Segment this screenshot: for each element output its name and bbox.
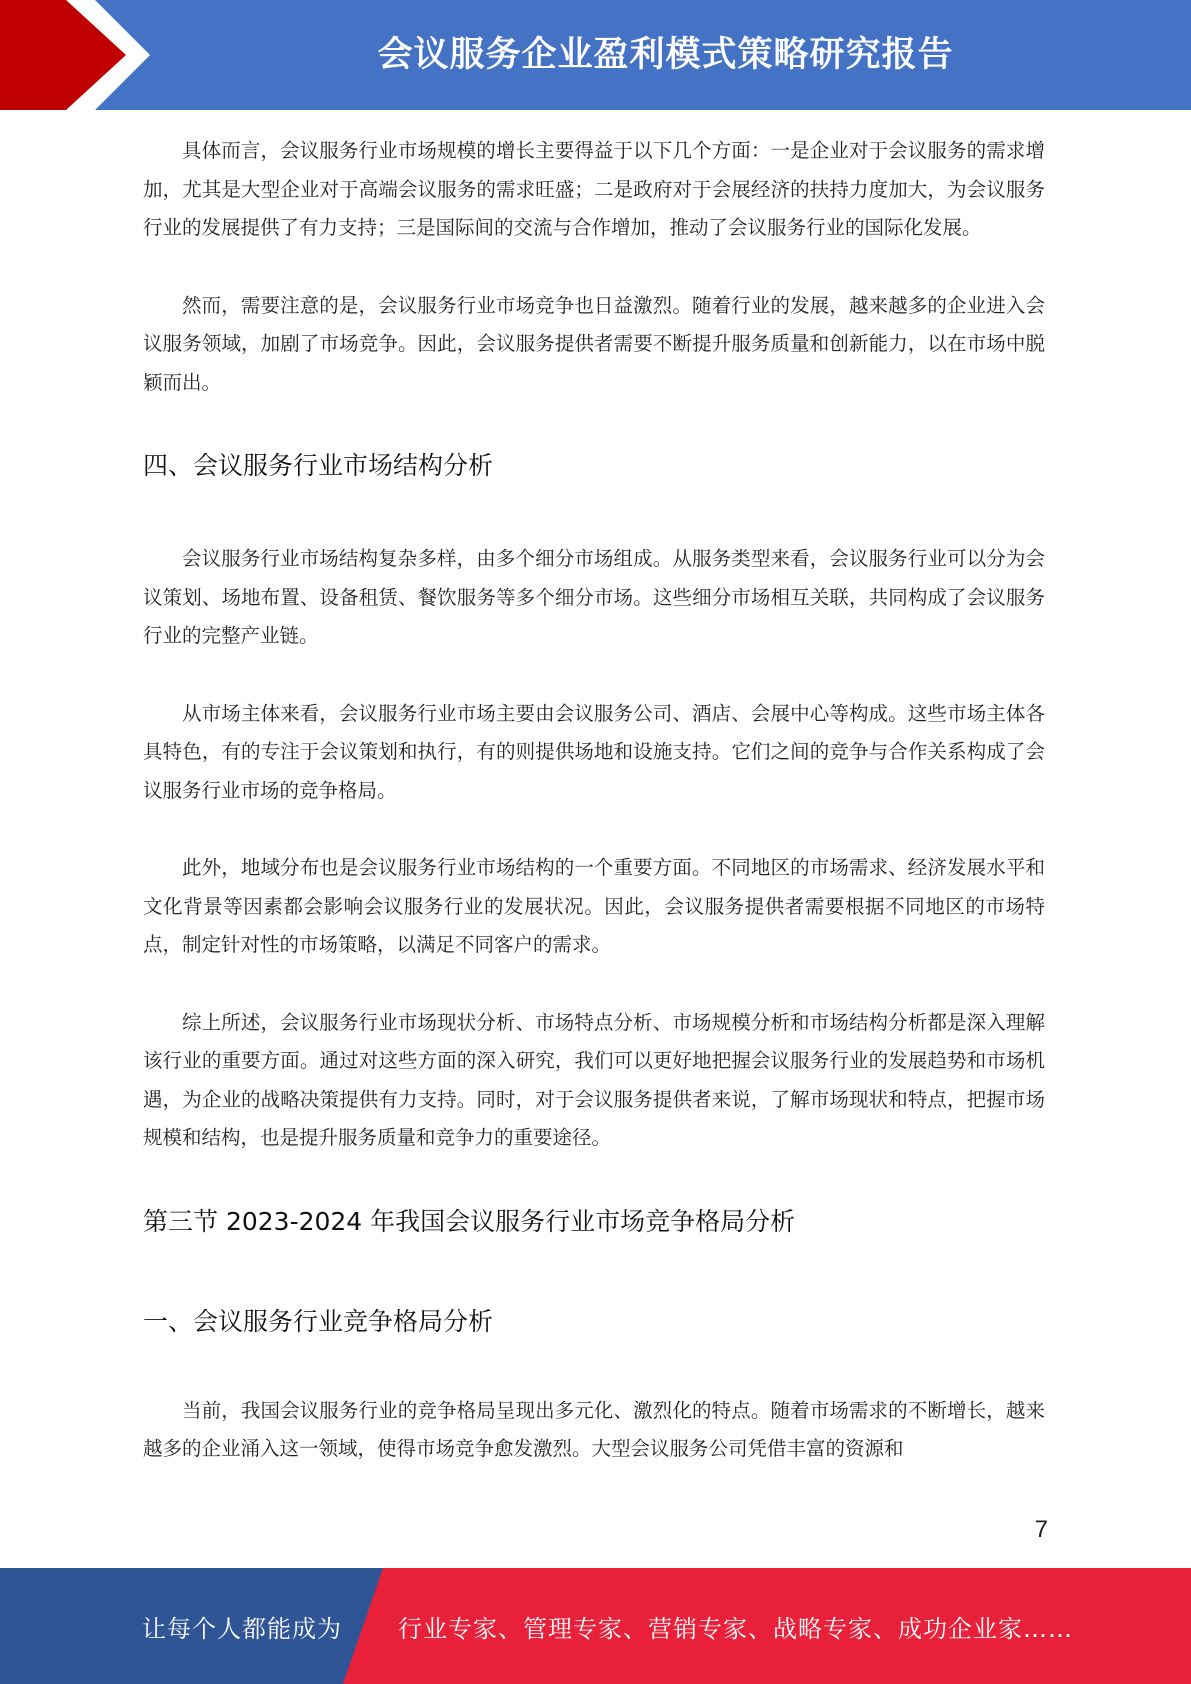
- paragraph-current-competition: 当前，我国会议服务行业的竞争格局呈现出多元化、激烈化的特点。随着市场需求的不断增长，越来越多的企业涌入这一领域，使得市场竞争愈发激烈。大型会议服务公司凭借丰富的资源和: [143, 1398, 1045, 1460]
- footer-slogan-right: 行业专家、管理专家、营销专家、战略专家、成功企业家……: [398, 1614, 1073, 1643]
- paragraph-competition: 然而，需要注意的是，会议服务行业市场竞争也日益激烈。随着行业的发展，越来越多的企业进入会议服务领域，加剧了市场竞争。因此，会议服务提供者需要不断提升服务质量和创新能力，以在市场中脱颖而出。: [143, 293, 1045, 394]
- paragraph-regional: 此外，地域分布也是会议服务行业市场结构的一个重要方面。不同地区的市场需求、经济发展水平和文化背景等因素都会影响会议服务行业的发展状况。因此，会议服务提供者需要根据不同地区的市场特点，制定针对性的市场策略，以满足不同客户的需求。: [143, 856, 1045, 956]
- heading-competition-pattern: 一、会议服务行业竞争格局分析: [143, 1306, 494, 1336]
- footer-slogan-left: 让每个人都能成为: [142, 1614, 342, 1643]
- report-title: 会议服务企业盈利模式策略研究报告: [377, 35, 954, 75]
- paragraph-market-players: 从市场主体来看，会议服务行业市场主要由会议服务公司、酒店、会展中心等构成。这些市场主体各具特色，有的专注于会议策划和执行，有的则提供场地和设施支持。它们之间的竞争与合作关系构成了会议服务行业市场的竞争格局。: [143, 701, 1045, 802]
- heading-market-structure: 四、会议服务行业市场结构分析: [143, 451, 494, 480]
- paragraph-summary: 综上所述，会议服务行业市场现状分析、市场特点分析、市场规模分析和市场结构分析都是深入理解该行业的重要方面。通过对这些方面的深入研究，我们可以更好地把握会议服务行业的发展趋势和市场机遇，为企业的战略决策提供有力支持。同时，对于会议服务提供者来说，了解市场现状和特点，把握市场规模和结构，也是提升服务质量和竞争力的重要途径。: [143, 1010, 1045, 1149]
- page-header: [0, 0, 1191, 110]
- heading-section-three: 第三节 2023-2024 年我国会议服务行业市场竞争格局分析: [143, 1206, 796, 1236]
- page-number: 7: [1034, 1516, 1048, 1543]
- document-body: [143, 132, 1045, 1469]
- paragraph-structure-types: 会议服务行业市场结构复杂多样，由多个细分市场组成。从服务类型来看，会议服务行业可以分为会议策划、场地布置、设备租赁、餐饮服务等多个细分市场。这些细分市场相互关联，共同构成了会议服务行业的完整产业链。: [143, 547, 1045, 647]
- page-footer: [0, 1568, 1191, 1684]
- paragraph-growth-factors: 具体而言，会议服务行业市场规模的增长主要得益于以下几个方面：一是企业对于会议服务的需求增加，尤其是大型企业对于高端会议服务的需求旺盛；二是政府对于会展经济的扶持力度加大，为会议服务行业的发展提供了有力支持；三是国际间的交流与合作增加，推动了会议服务行业的国际化发展。: [143, 139, 1045, 239]
